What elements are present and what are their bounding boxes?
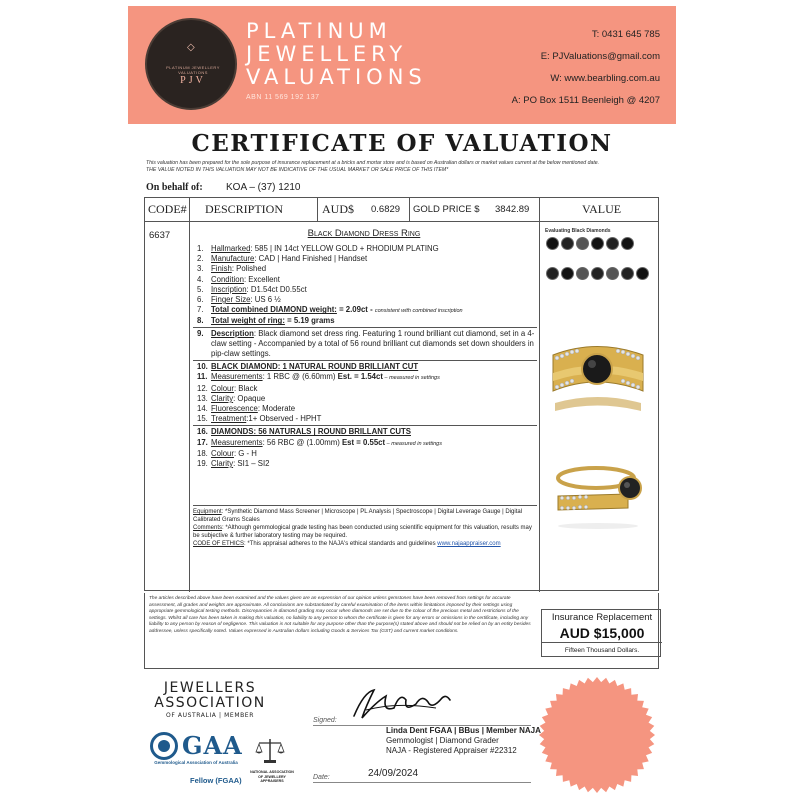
gem-swatch xyxy=(636,267,649,280)
gem-swatch xyxy=(621,237,634,250)
ring-photo-side xyxy=(548,456,648,536)
list-item xyxy=(193,384,537,394)
item-title: Black Diamond Dress Ring xyxy=(307,228,421,239)
list-item xyxy=(193,316,537,327)
brand-line-3: VALUATIONS xyxy=(246,65,427,89)
ethics-note xyxy=(193,540,537,548)
list-item xyxy=(193,449,537,459)
gaa-subtitle: Gemmological Association of Australia xyxy=(154,760,238,765)
item-label: Fluorescence xyxy=(211,404,258,414)
list-item xyxy=(193,372,537,383)
handwritten-signature xyxy=(346,682,456,724)
brand-name xyxy=(246,20,427,89)
gem-swatch xyxy=(576,237,589,250)
item-label: Colour xyxy=(211,383,234,393)
header-value: VALUE xyxy=(582,202,622,216)
item-label: Finish xyxy=(211,264,232,274)
item-label: Hallmarked xyxy=(211,244,251,253)
postal-address: A: PO Box 1511 Beenleigh @ 4207 xyxy=(511,95,660,106)
item-note: – measured in settings xyxy=(385,440,442,447)
gem-swatch xyxy=(606,237,619,250)
item-label: Finger Size xyxy=(211,295,251,305)
item-number: 1. xyxy=(197,244,204,253)
item-number: 9. xyxy=(197,328,204,338)
list-item xyxy=(193,404,537,414)
item-details xyxy=(193,244,537,469)
gem-reference-chart xyxy=(545,236,653,286)
gem-swatch xyxy=(591,267,604,280)
item-text: : 585 | IN 14ct YELLOW GOLD + RHODIUM PLATING xyxy=(250,244,439,253)
intro-line-2: THE VALUE NOTED IN THIS VALUATION MAY NOT BE INDICATIVE OF THE USUAL MARKET OR SALE PRICE OF THIS ITEM* xyxy=(146,167,449,173)
item-label: Condition xyxy=(211,274,244,284)
item-text: : Moderate xyxy=(257,404,296,414)
fellow-credential: Fellow (FGAA) xyxy=(190,776,242,785)
date-value: 24/09/2024 xyxy=(368,768,419,779)
header-description: DESCRIPTION xyxy=(205,202,284,216)
gem-swatch xyxy=(546,267,559,280)
item-number: 4. xyxy=(197,274,204,284)
jewellers-association-logo xyxy=(150,681,270,719)
col-divider xyxy=(539,198,540,592)
item-number: 7. xyxy=(197,305,204,315)
gem-swatch xyxy=(561,267,574,280)
item-number: 14. xyxy=(197,404,208,414)
item-code: 6637 xyxy=(149,230,171,241)
item-label: Treatment xyxy=(211,414,247,424)
ja-line-3: OF AUSTRALIA | MEMBER xyxy=(166,712,254,719)
item-value: = 5.19 grams xyxy=(287,316,335,326)
item-text: : 1 RBC @ (6.60mm) xyxy=(262,372,338,382)
item-text: : US 6 ½ xyxy=(250,295,281,305)
ring-photo-front xyxy=(545,333,650,433)
ethics-text: : *This appraisal adheres to the NAJA's ethical standards and guidelines xyxy=(244,541,438,547)
abn-number: ABN 11 569 192 137 xyxy=(246,94,320,101)
insurance-amount-words: Fifteen Thousand Dollars. xyxy=(564,647,640,654)
item-label: Colour xyxy=(211,448,234,458)
signer-role: Gemmologist | Diamond Grader xyxy=(386,736,499,745)
notes-block xyxy=(193,505,537,548)
list-item xyxy=(193,254,537,264)
header-code: CODE# xyxy=(148,202,187,216)
logo-ring-text: PLATINUM JEWELLERY VALUATIONS xyxy=(166,65,220,75)
gaa-emblem-icon xyxy=(150,732,178,760)
ja-line-2: ASSOCIATION xyxy=(154,695,266,711)
table-header xyxy=(145,198,658,222)
ja-line-1: JEWELLERS xyxy=(163,680,257,696)
diamond-icon: ◇ xyxy=(187,42,195,53)
item-number: 2. xyxy=(197,254,204,264)
item-value: = 2.09ct - xyxy=(339,305,373,315)
header-aud-value: 0.6829 xyxy=(371,204,401,215)
gem-chart-title: Evaluating Black Diamonds xyxy=(545,228,611,234)
item-number: 19. xyxy=(197,459,208,469)
list-item xyxy=(193,414,537,424)
pjv-logo xyxy=(145,18,237,110)
item-number: 12. xyxy=(197,383,208,393)
list-item xyxy=(193,329,537,360)
gem-swatch xyxy=(561,237,574,250)
signer-details xyxy=(386,726,541,756)
header-gold-value: 3842.89 xyxy=(495,204,530,215)
intro-text xyxy=(146,160,666,174)
phone-number: T: 0431 645 785 xyxy=(591,29,660,40)
header-gold-label: GOLD PRICE $ xyxy=(413,204,480,215)
comments-note xyxy=(193,524,537,540)
item-number: 17. xyxy=(197,437,208,447)
gem-swatch xyxy=(606,267,619,280)
item-label: Description xyxy=(211,328,254,338)
signer-registration: NAJA - Registered Appraiser #22312 xyxy=(386,746,517,755)
item-label: Clarity xyxy=(211,459,234,469)
col-divider xyxy=(409,198,410,221)
gem-swatch xyxy=(591,237,604,250)
item-number: 10. xyxy=(197,362,208,372)
item-value: Est. = 1.54ct xyxy=(337,372,383,382)
section-heading: BLACK DIAMOND: 1 NATURAL ROUND BRILLIANT CUT xyxy=(211,362,419,372)
item-text: : G - H xyxy=(233,448,257,458)
insurance-box xyxy=(541,609,661,657)
signer-name: Linda Dent FGAA | BBus | Member NAJA xyxy=(386,726,541,735)
item-text: : Black diamond set dress ring. Featuring 1 round brilliant cut diamond, set in a 4-claw setting - Accompanied by a total of 56 round brilliant cut diamonds set down shoulders in pip-claw settings. xyxy=(211,328,535,359)
list-item xyxy=(193,295,537,305)
side-diamonds-section xyxy=(193,425,537,469)
embossed-seal xyxy=(536,674,658,796)
list-item xyxy=(193,394,537,404)
insurance-label: Insurance Replacement xyxy=(551,612,653,623)
list-item xyxy=(193,427,537,437)
item-value: Est = 0.55ct xyxy=(341,437,386,447)
date-line xyxy=(313,782,531,783)
naja-link[interactable]: www.najaappraiser.com xyxy=(437,541,501,547)
website: W: www.bearbling.com.au xyxy=(550,73,660,84)
item-text: : Opaque xyxy=(233,393,266,403)
item-text: : D1.54ct D0.55ct xyxy=(246,284,307,294)
item-text: : 56 RBC @ (1.00mm) xyxy=(262,437,342,447)
item-number: 13. xyxy=(197,393,208,403)
item-label: Inscription xyxy=(211,284,247,294)
item-text: : Black xyxy=(233,383,258,393)
col-divider xyxy=(189,198,190,592)
item-number: 3. xyxy=(197,264,204,274)
item-note: consistent with combined inscription xyxy=(374,308,463,315)
black-diamond-section xyxy=(193,360,537,424)
list-item xyxy=(193,275,537,285)
section-heading: DIAMONDS: 56 NATURALS | ROUND BRILLANT CUTS xyxy=(211,427,411,437)
list-item xyxy=(193,285,537,295)
gem-swatch xyxy=(621,267,634,280)
header-banner xyxy=(128,6,676,124)
scales-icon xyxy=(255,736,285,764)
item-number: 8. xyxy=(197,316,204,326)
item-number: 18. xyxy=(197,448,208,458)
brand-line-1: PLATINUM xyxy=(246,19,392,43)
item-number: 11. xyxy=(197,372,208,382)
behalf-value: KOA – (37) 1210 xyxy=(226,182,301,193)
col-divider xyxy=(317,198,318,221)
item-text: : SI1 – SI2 xyxy=(233,459,270,469)
list-item xyxy=(193,362,537,372)
item-number: 16. xyxy=(197,427,208,437)
equipment-text: : *Synthetic Diamond Mass Screener | Microscope | PL Analysis | Spectroscope | Digital Leverage Gauge | Digital Calibrated Grams Scales xyxy=(193,509,523,523)
list-item xyxy=(193,244,537,254)
disclaimer-text: The articles described above have been examined and the values given are an expression of our opinion unless gemstones have been removed from settings for accurate assessment, all grades and weights are approximate. All conclusions are substantiated by careful examination of the items within limitations imposed by their settings using appropriate gemmological testing methods. Discrepancies in diamond grading may occur when diamonds are set due to the colour of the precious metal and restrictions of the settings. Whilst all care has been taken in making this valuation, no liability to any person to whom the certificate is given for any errors or omissions in the certificate, including any liability to any person by reason of negligence. This valuation is not suitable for any purpose other than the purpose(s) stated above and should not be relied on by an entity besides addressee, unless specifically noted. Values expressed in Australian dollars including Goods & Services Tax (GST) and current market conditions. xyxy=(149,596,531,634)
item-number: 5. xyxy=(197,284,204,294)
comments-label: Comments xyxy=(193,525,223,531)
gaa-logo: GAA xyxy=(182,731,243,760)
gem-swatch xyxy=(576,267,589,280)
item-text: : CAD | Hand Finished | Handset xyxy=(254,254,368,264)
list-item xyxy=(193,264,537,274)
brand-line-2: JEWELLERY xyxy=(246,42,408,66)
header-aud-label: AUD$ xyxy=(322,202,354,216)
gem-spacer xyxy=(545,256,653,266)
item-text: : Polished xyxy=(231,264,267,274)
item-number: 6. xyxy=(197,295,204,305)
item-label: Manufacture xyxy=(211,254,255,264)
insurance-amount: AUD $15,000 xyxy=(542,625,662,643)
equipment-note xyxy=(193,508,537,524)
email-address: E: PJValuations@gmail.com xyxy=(540,51,660,62)
signed-label: Signed: xyxy=(313,717,337,724)
equipment-label: Equipment xyxy=(193,509,222,515)
list-item xyxy=(193,438,537,449)
contact-block xyxy=(512,24,660,112)
item-label: Measurements xyxy=(211,372,263,382)
item-label: Measurements xyxy=(211,437,263,447)
item-label: Clarity xyxy=(211,393,234,403)
logo-monogram: PJV xyxy=(180,75,206,86)
item-label: Total combined DIAMOND weight: xyxy=(211,305,337,315)
valuation-table xyxy=(144,197,659,591)
document-title: CERTIFICATE OF VALUATION xyxy=(191,130,613,157)
item-number: 15. xyxy=(197,414,208,424)
item-text: : Excellent xyxy=(243,274,280,284)
date-label: Date: xyxy=(313,774,330,781)
list-item xyxy=(193,305,537,316)
list-item xyxy=(193,459,537,469)
item-text: :1+ Observed - HPHT xyxy=(246,414,322,424)
item-note: – measured in settings xyxy=(382,375,440,382)
ethics-label: CODE OF ETHICS xyxy=(193,541,245,547)
gem-swatch xyxy=(546,237,559,250)
najaa-logo-text: NATIONAL ASSOCIATION OF JEWELLERY APPRAISERS xyxy=(250,770,294,783)
comments-text: : *Although gemmological grade testing has been conducted using scientific equipment for this valuation, results may be subjective & further laboratory testing may be required. xyxy=(193,525,532,539)
certificate-page xyxy=(128,6,676,796)
intro-line-1: This valuation has been prepared for the sole purpose of insurance replacement at a bricks and mortar store and is based on Australian dollars or market values current at the below mentioned date. xyxy=(146,160,600,166)
behalf-label: On behalf of: xyxy=(146,182,203,193)
item-label: Total weight of ring: xyxy=(211,316,285,326)
